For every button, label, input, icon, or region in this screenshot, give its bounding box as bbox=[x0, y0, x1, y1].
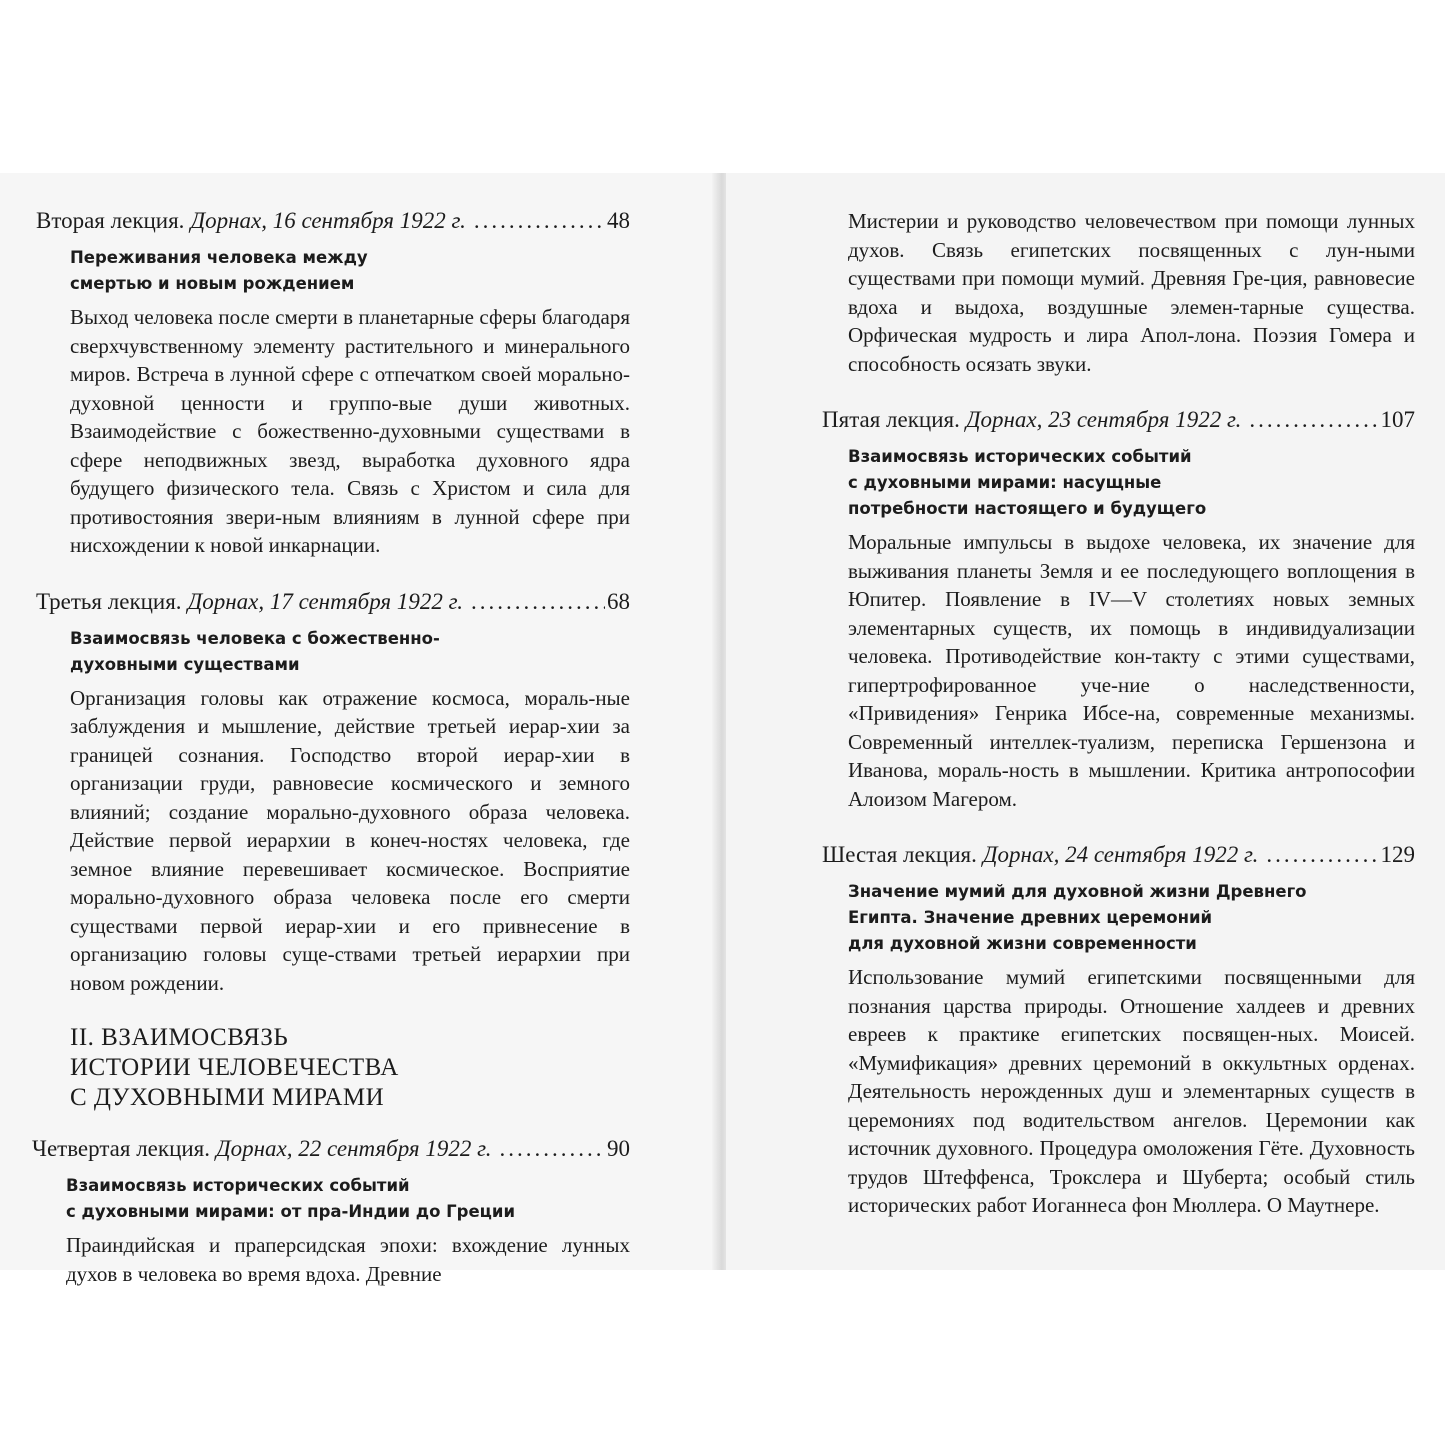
part-heading-line: II. ВЗАИМОСВЯЗЬ bbox=[70, 1024, 289, 1051]
page-number: 129 bbox=[1380, 842, 1415, 867]
lecture-topic bbox=[848, 879, 1415, 957]
lecture-place-date: Дорнах, 22 сентября 1922 г. bbox=[216, 1136, 492, 1161]
page-number: 90 bbox=[607, 1136, 630, 1161]
lecture-summary: Использование мумий египетскими посвященными для познания царства природы. Отношение халдеев и древних евреев к практике египетских посвящен-ных. Моисей. «Мумификация» древних церемоний в оккультных орденах. Деятельность нерожденных душ и элементарных существ в церемониях под водительством ангелов. Церемонии как источник духовного. Процедура омоложения Гёте. Духовность трудов Штеффенса, Трокслера и Шуберта; особый стиль исторических работ Иоганнеса фон Мюллера. О Маутнере. bbox=[848, 965, 1415, 1217]
leader-dots bbox=[1249, 404, 1378, 436]
toc-entry-lecture-6 bbox=[822, 839, 1415, 1220]
topic-line: Значение мумий для духовной жизни Древнего bbox=[848, 882, 1307, 901]
leader-dots bbox=[1266, 839, 1378, 871]
toc-line bbox=[822, 404, 1415, 436]
topic-line: Взаимосвязь человека с божественно- bbox=[70, 628, 440, 648]
page-number: 48 bbox=[607, 208, 630, 233]
leader-dots bbox=[474, 205, 605, 237]
page-number: 68 bbox=[607, 588, 630, 614]
topic-line: Переживания человека между bbox=[70, 248, 368, 267]
toc-line bbox=[822, 839, 1415, 871]
lecture-topic bbox=[70, 626, 630, 678]
lecture-label: Шестая лекция. bbox=[822, 842, 977, 867]
topic-line: духовными существами bbox=[70, 654, 300, 674]
topic-line: с духовными мирами: насущные bbox=[848, 473, 1162, 492]
toc-entry-lecture-3 bbox=[36, 586, 630, 998]
lecture-summary: Организация головы как отражение космоса, мораль-ные заблуждения и мышление, действие третьей иерар-хии за границей сознания. Господство второй иерар-хии в организации груди, равновесие космического и земного влияний; создание морально-духовного образа человека. Действие первой иерархии в конеч-ностях человека, где земное влияние перевешивает космическое. Восприятие морально-духовного образа человека после его смерти существами первой иерар-хии и его привнесение в организацию головы суще-ствами третьей иерархии при новом рождении. bbox=[70, 685, 630, 995]
toc-entry-lecture-4 bbox=[32, 1133, 630, 1288]
leader-dots bbox=[471, 586, 605, 618]
topic-line: смертью и новым рождением bbox=[70, 274, 355, 293]
left-page bbox=[0, 173, 720, 1286]
part-heading-line: С ДУХОВНЫМИ МИРАМИ bbox=[70, 1084, 385, 1111]
lecture-label: Пятая лекция. bbox=[822, 407, 960, 432]
part-heading-line: ИСТОРИИ ЧЕЛОВЕЧЕСТВА bbox=[70, 1054, 399, 1081]
lecture-place-date: Дорнах, 23 сентября 1922 г. bbox=[965, 407, 1242, 432]
topic-line: с духовными мирами: от пра-Индии до Греции bbox=[66, 1202, 516, 1221]
lecture-topic bbox=[66, 1173, 630, 1225]
topic-line: потребности настоящего и будущего bbox=[848, 499, 1207, 518]
toc-entry-lecture-5 bbox=[822, 404, 1415, 813]
leader-dots bbox=[500, 1133, 606, 1165]
continued-summary: Мистерии и руководство человечеством при помощи лунных духов. Связь египетских посвященных с лун-ными существами при помощи мумий. Древняя Гре-ция, равновесие вдоха и выдоха, воздушные элемен-тарные существа. Орфическая мудрость и лира Апол-лона. Поэзия Гомера и способность осязать звуки. bbox=[848, 209, 1415, 376]
topic-line: Взаимосвязь исторических событий bbox=[848, 447, 1192, 466]
right-page bbox=[726, 173, 1445, 1270]
lecture-label: Четвертая лекция. bbox=[32, 1136, 211, 1161]
toc-line bbox=[32, 1133, 630, 1165]
lecture-summary: Моральные импульсы в выдохе человека, их значение для выживания планеты Земля и ее последующего воплощения в Юпитер. Появление в IV—V столетиях новых земных элементарных существ, их помощь в индивидуализации человека. Противодействие кон-такту с этими существами, гипертрофированное уче-ние о наследственности, «Привидения» Генрика Ибсе-на, современные механизмы. Современный интеллек-туализм, переписка Гершензона и Иванова, мораль-ность в мышлении. Критика антропософии Алоизом Магером. bbox=[848, 530, 1415, 811]
lecture-topic bbox=[848, 444, 1415, 522]
lecture-place-date: Дорнах, 24 сентября 1922 г. bbox=[982, 842, 1259, 867]
lecture-label: Третья лекция. bbox=[36, 588, 182, 614]
lecture-topic bbox=[70, 245, 630, 297]
toc-entry-lecture-2 bbox=[36, 205, 630, 560]
topic-line: Египта. Значение древних церемоний bbox=[848, 908, 1213, 927]
lecture-label: Вторая лекция. bbox=[36, 208, 185, 233]
topic-line: для духовной жизни современности bbox=[848, 934, 1197, 953]
toc-line bbox=[36, 586, 630, 618]
toc-line bbox=[36, 205, 630, 237]
page-number: 107 bbox=[1380, 407, 1415, 432]
lecture-place-date: Дорнах, 16 сентября 1922 г. bbox=[190, 208, 466, 233]
part-heading bbox=[70, 1023, 630, 1113]
lecture-place-date: Дорнах, 17 сентября 1922 г. bbox=[187, 588, 464, 614]
lecture-summary: Выход человека после смерти в планетарные сферы благодаря сверхчувственному элементу растительного и минерального миров. Встреча в лунной сфере с отпечатком своей морально-духовной ценности и группо-вые души животных. Взаимодействие с божественно-духовными существами в сфере неподвижных звезд, выработка духовного ядра будущего физического тела. Связь с Христом и сила для противостояния звери-ным влияниям в лунной сфере при нисхождении к новой инкарнации. bbox=[70, 305, 630, 557]
topic-line: Взаимосвязь исторических событий bbox=[66, 1176, 410, 1195]
lecture-summary: Праиндийская и праперсидская эпохи: вхождение лунных духов в человека во время вдоха. Древние bbox=[66, 1233, 630, 1286]
